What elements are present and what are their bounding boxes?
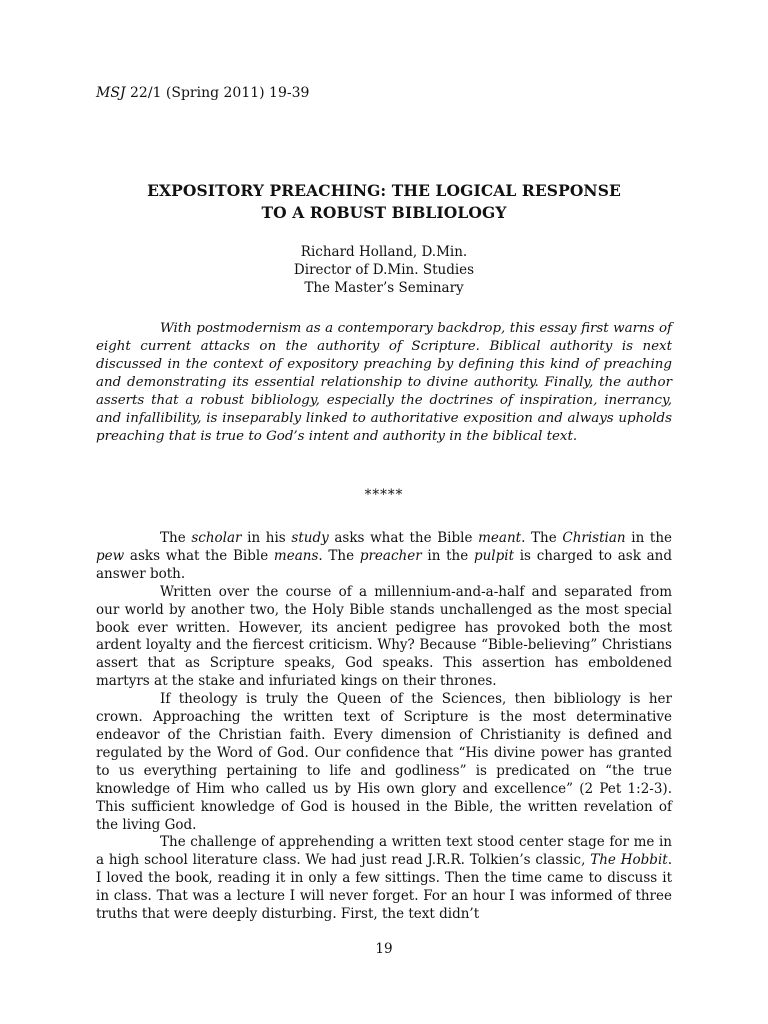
section-separator: ***** [364, 487, 404, 503]
journal-issue-pages: 22/1 (Spring 2011) 19-39 [130, 85, 310, 101]
paragraph-3: If theology is truly the Queen of the Sciences, then bibliology is her crown. Approaching the written text of Scripture is the most determinative endeavor of the Christian faith. Every dimension of Christianity is defined and regulated by the Word of God. Our confidence that “His divine power has granted to us everything pertaining to life and godliness” is predicated on “the true knowledge of Him who called us by His own glory and excellence” (2 Pet 1:2-3). This sufficient knowledge of God is housed in the Bible, the written revelation of the living God. [96, 691, 672, 833]
paragraph-2: Written over the course of a millennium-and-a-half and separated from our world by another two, the Holy Bible stands unchallenged as the most special book ever written. However, its ancient pedigree has provoked both the most ardent loyalty and the fiercest criticism. Why? Because “Bible-believing” Christians assert that as Scripture speaks, God speaks. This assertion has emboldened martyrs at the stake and infuriated kings on their thrones. [96, 583, 672, 690]
author-block [96, 243, 672, 297]
journal-abbreviation: MSJ [96, 85, 126, 101]
paragraph-4: The challenge of apprehending a written text stood center stage for me in a high school literature class. We had just read J.R.R. Tolkien’s classic, The Hobbit. I loved the book, reading it in only a few sittings. Then the time came to discuss it in class. That was a lecture I will never forget. For an hour I was informed of three truths that were deeply disturbing. First, the text didn’t [96, 834, 672, 923]
article-body [96, 530, 672, 924]
page-number: 19 [375, 941, 393, 957]
article-title [96, 180, 672, 224]
title-line-2: TO A ROBUST BIBLIOLOGY [261, 203, 507, 222]
title-line-1: EXPOSITORY PREACHING: THE LOGICAL RESPONSE [147, 181, 621, 200]
abstract: With postmodernism as a contemporary backdrop, this essay first warns of eight current attacks on the authority of Scripture. Biblical authority is next discussed in the context of expository preaching by defining this kind of preaching and demonstrating its essential relationship to divine authority. Finally, the author asserts that a robust bibliology, especially the doctrines of inspiration, inerrancy, and infallibility, is inseparably linked to authoritative exposition and always upholds preaching that is true to God’s intent and authority in the biblical text. [96, 321, 672, 444]
journal-page [96, 0, 672, 1024]
author-position: Director of D.Min. Studies [293, 262, 475, 278]
author-name: Richard Holland, D.Min. [300, 244, 468, 260]
author-institution: The Master’s Seminary [304, 280, 464, 296]
journal-citation [96, 84, 309, 102]
paragraph-1: The scholar in his study asks what the Bible meant. The Christian in the pew asks what the Bible means. The preacher in the pulpit is charged to ask and answer both. [96, 530, 673, 582]
